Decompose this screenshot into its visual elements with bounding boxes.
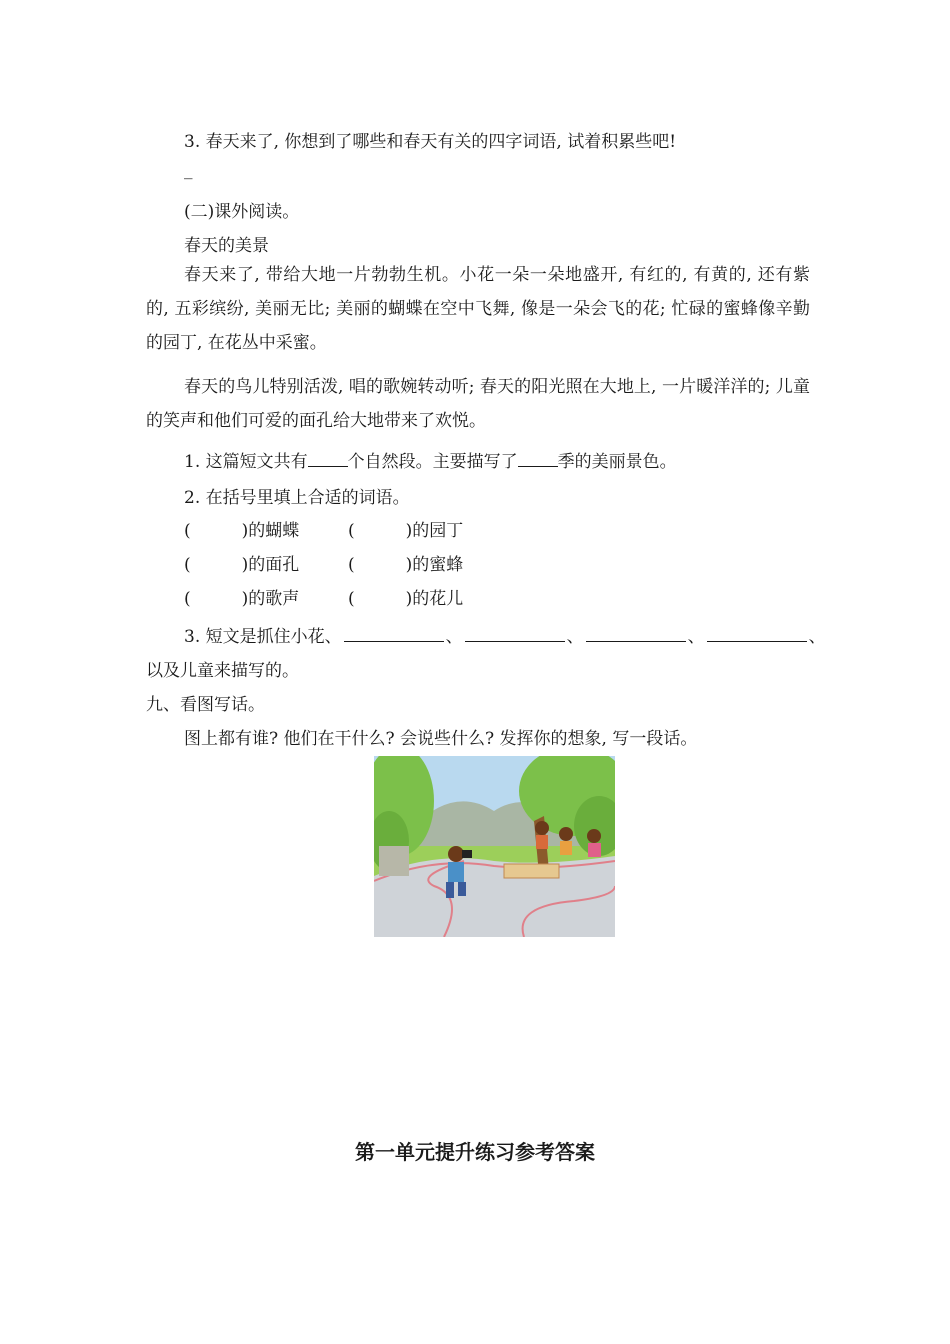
paren-fill-face[interactable]: ( )的面孔 (184, 555, 300, 575)
park-scene-image (374, 756, 615, 937)
answer-key-title: 第一单元提升练习参考答案 (355, 1140, 595, 1164)
paren-fill-butterfly[interactable]: ( )的蝴蝶 (184, 521, 300, 541)
separator: 、 (808, 627, 826, 647)
separator: 、 (687, 627, 705, 647)
reading-title: 春天的美景 (184, 236, 269, 256)
answer-line-mark: _ (184, 160, 193, 180)
separator: 、 (445, 627, 463, 647)
separator: 、 (566, 627, 584, 647)
paren-fill-song[interactable]: ( )的歌声 (184, 589, 300, 609)
section-outside-reading: (二)课外阅读。 (184, 202, 300, 222)
question-1-part3: 季的美丽景色。 (557, 452, 677, 472)
blank-subject-4[interactable] (707, 627, 807, 642)
question-2: 2. 在括号里填上合适的词语。 (184, 488, 410, 508)
blank-season[interactable] (518, 452, 558, 467)
question-3-end: 以及儿童来描写的。 (146, 661, 299, 681)
reading-paragraph-2: 春天的鸟儿特别活泼, 唱的歌婉转动听; 春天的阳光照在大地上, 一片暖洋洋的; 儿童的笑声和他们可爱的面孔给大地带来了欢悦。 (146, 377, 810, 431)
paren-row (184, 584, 463, 609)
blank-subject-2[interactable] (465, 627, 565, 642)
paren-fill-flower[interactable]: ( )的花儿 (348, 589, 464, 609)
question-spring-words: 3. 春天来了, 你想到了哪些和春天有关的四字词语, 试着积累些吧! (184, 132, 677, 152)
section-9-title: 九、看图写话。 (146, 695, 265, 715)
paren-row (184, 550, 463, 575)
question-3 (184, 622, 826, 647)
blank-paragraph-count[interactable] (308, 452, 348, 467)
question-1-part2: 个自然段。主要描写了 (347, 452, 518, 472)
paren-fill-bee[interactable]: ( )的蜜蜂 (348, 555, 464, 575)
blank-subject-3[interactable] (586, 627, 686, 642)
paren-fill-gardener[interactable]: ( )的园丁 (348, 521, 464, 541)
reading-paragraph-1: 春天来了, 带给大地一片勃勃生机。小花一朵一朵地盛开, 有红的, 有黄的, 还有紫的, 五彩缤纷, 美丽无比; 美丽的蝴蝶在空中飞舞, 像是一朵会飞的花; 忙碌的蜜蜂像辛勤的园丁, 在花丛中采蜜。 (146, 265, 810, 353)
section-9-prompt: 图上都有谁? 他们在干什么? 会说些什么? 发挥你的想象, 写一段话。 (184, 729, 698, 749)
question-1-part1: 1. 这篇短文共有 (184, 452, 308, 472)
picture-writing-illustration (374, 756, 615, 937)
blank-subject-1[interactable] (344, 627, 444, 642)
question-3-part1: 3. 短文是抓住小花、 (184, 627, 342, 647)
question-1 (184, 447, 677, 472)
paren-row (184, 516, 463, 541)
